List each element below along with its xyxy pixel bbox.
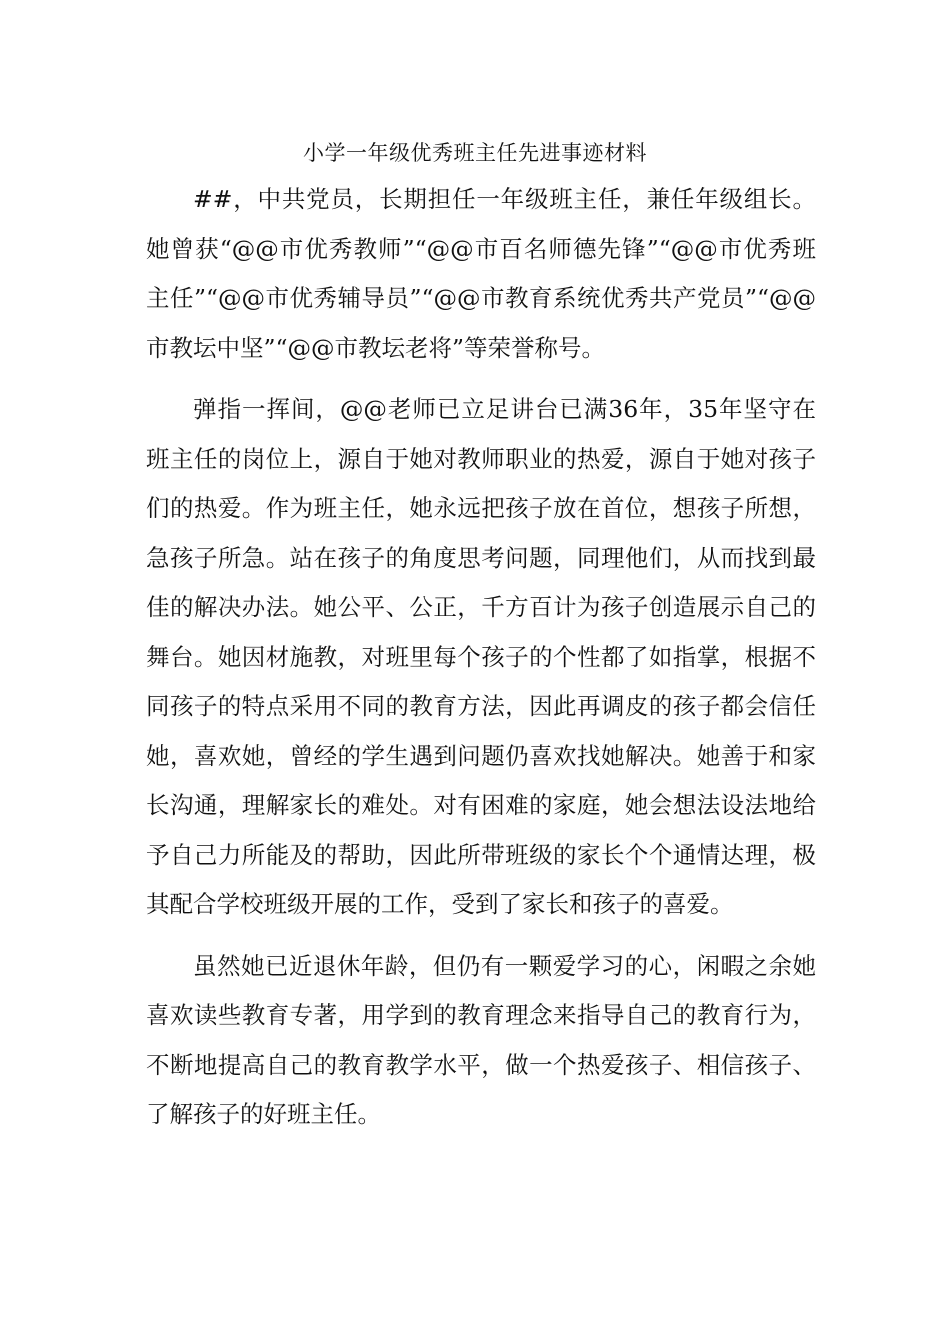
paragraph-learning: 虽然她已近退休年龄，但仍有一颗爱学习的心，闲暇之余她喜欢读些教育专著，用学到的教育理念来指导自己的教育行为，不断地提高自己的教育教学水平，做一个热爱孩子、相信孩子、了解孩子的好班主任。	[146, 951, 816, 1128]
document-title: 小学一年级优秀班主任先进事迹材料	[303, 141, 647, 165]
paragraph-career: 弹指一挥间，@@老师已立足讲台已满36年，35年坚守在班主任的岗位上，源自于她对教师职业的热爱，源自于她对孩子们的热爱。作为班主任，她永远把孩子放在首位，想孩子所想，急孩子所急。站在孩子的角度思考问题，同理他们，从而找到最佳的解决办法。她公平、公正，千方百计为孩子创造展示自己的舞台。她因材施教，对班里每个孩子的个性都了如指掌，根据不同孩子的特点采用不同的教育方法，因此再调皮的孩子都会信任她，喜欢她，曾经的学生遇到问题仍喜欢找她解决。她善于和家长沟通，理解家长的难处。对有困难的家庭，她会想法设法地给予自己力所能及的帮助，因此所带班级的家长个个通情达理，极其配合学校班级开展的工作，受到了家长和孩子的喜爱。	[146, 395, 816, 918]
paragraph-intro: ##，中共党员，长期担任一年级班主任，兼任年级组长。她曾获“@@市优秀教师”“@@市百名师德先锋”“@@市优秀班主任”“@@市优秀辅导员”“@@市教育系统优秀共产党员”“@@市教坛中坚”“@@市教坛老将”等荣誉称号。	[146, 185, 816, 362]
document-body	[146, 175, 816, 1140]
